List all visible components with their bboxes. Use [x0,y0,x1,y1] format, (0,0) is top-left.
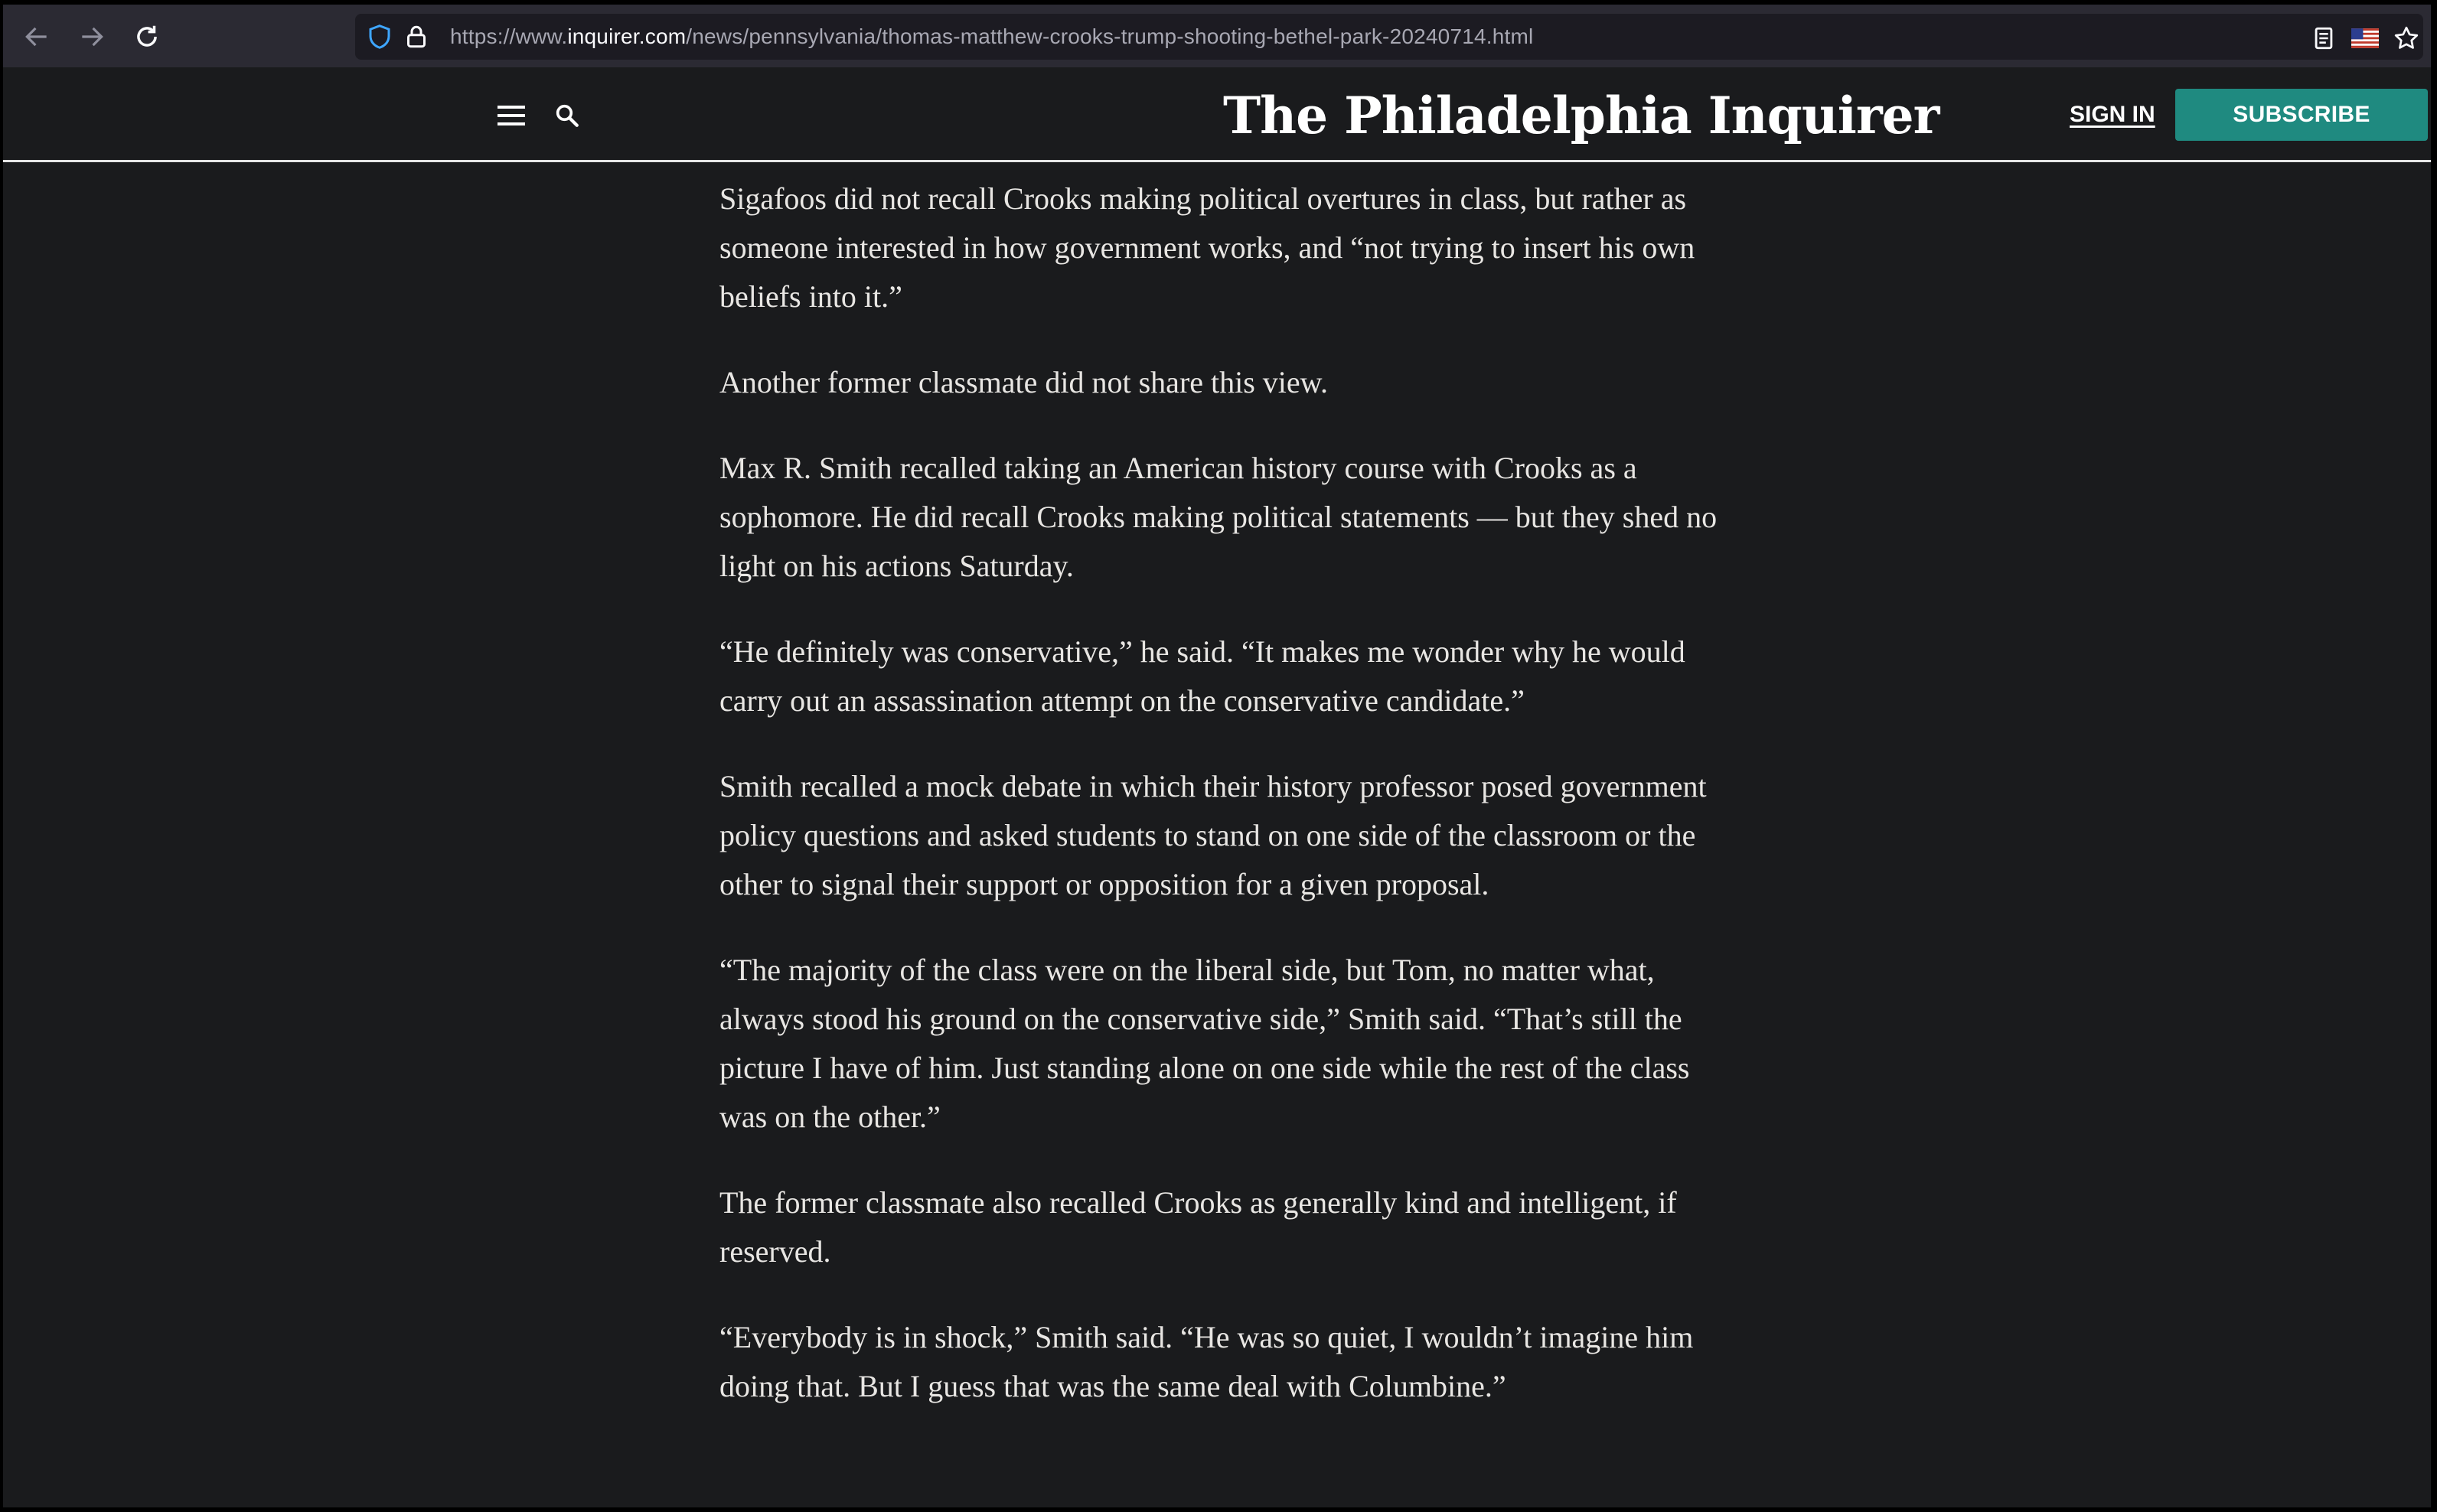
url-prefix: https://www. [450,24,568,48]
article-paragraph: “He definitely was conservative,” he said. “It makes me wonder why he would carry out an assassination attempt on the conservative candidate.” [719,634,1685,718]
browser-toolbar [3,5,2431,67]
article-paragraph: Max R. Smith recalled taking an American history course with Crooks as a sophomore. He did recall Crooks making political statements — but they shed no light on his actions Saturday. [719,451,1718,583]
site-logo[interactable]: The Philadelphia Inquirer [1223,86,1939,145]
reader-view-button[interactable] [2308,23,2339,54]
search-icon[interactable] [554,103,580,129]
url-path: /news/pennsylvania/thomas-matthew-crooks-trump-shooting-bethel-park-20240714.html [686,24,1534,48]
back-button[interactable] [14,14,60,60]
lock-icon[interactable] [403,23,430,51]
article-paragraph: “Everybody is in shock,” Smith said. “He was so quiet, I wouldn’t imagine him doing that. But I guess that was the same deal with Columbine.” [719,1320,1694,1403]
sign-in-link[interactable]: SIGN IN [2070,102,2155,127]
web-page [3,67,2431,1507]
article-paragraph: “The majority of the class were on the liberal side, but Tom, no matter what, always stood his ground on the conservative side,” Smith said. “That’s still the picture I have of him. Just standing alone on one side while the rest of the class was on the other.” [719,953,1690,1134]
article-body [719,174,1730,1448]
article-paragraph: Smith recalled a mock debate in which their history professor posed government policy questions and asked students to stand on one side of the classroom or the other to signal their support or opposition for a given proposal. [719,769,1707,901]
forward-arrow-icon [77,22,106,51]
article-paragraph: Sigafoos did not recall Crooks making political overtures in class, but rather as someone interested in how government works, and “not trying to insert his own beliefs into it.” [719,181,1695,314]
forward-button[interactable] [69,14,115,60]
url-host: inquirer.com [567,24,687,48]
reader-view-icon [2311,25,2337,51]
bookmark-star-icon [2393,24,2420,52]
url-text[interactable] [450,14,1533,60]
shield-icon[interactable] [366,23,393,51]
subscribe-button[interactable]: SUBSCRIBE [2175,89,2428,141]
reload-icon [132,22,161,51]
back-arrow-icon [22,22,51,51]
site-header [3,67,2431,162]
reload-button[interactable] [124,14,170,60]
us-flag-icon [2351,28,2379,48]
article-paragraph: Another former classmate did not share this view. [719,365,1328,399]
hamburger-menu-icon[interactable] [498,104,525,127]
article-paragraph: The former classmate also recalled Crooks as generally kind and intelligent, if reserved. [719,1185,1677,1269]
address-bar[interactable] [355,14,2423,60]
translate-button[interactable] [2350,23,2380,54]
bookmark-button[interactable] [2391,23,2422,54]
